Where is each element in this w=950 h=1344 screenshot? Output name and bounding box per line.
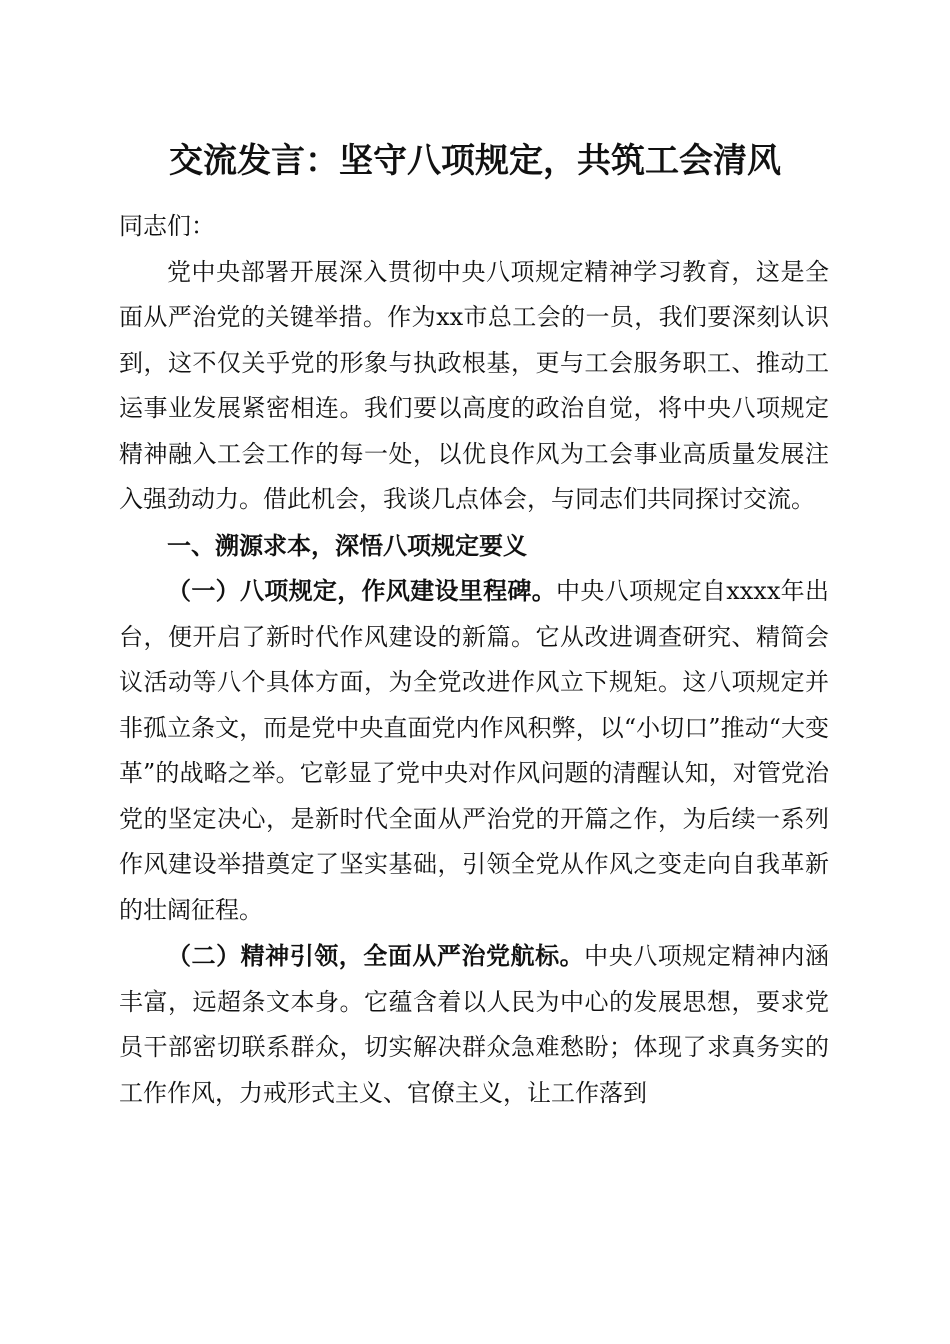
salutation: 同志们：: [119, 212, 215, 240]
section-heading-1: 一、溯源求本，深悟八项规定要义: [167, 530, 527, 560]
document-body: [119, 204, 829, 1116]
document-title: 交流发言：坚守八项规定，共筑工会清风: [169, 141, 781, 181]
point-2-paragraph: [119, 933, 829, 1116]
point-1-paragraph: [119, 568, 829, 933]
point-2-lead: （二）精神引领，全面从严治党航标。: [167, 941, 585, 970]
point-1-text: 中央八项规定自xxxx年出台，便开启了新时代作风建设的新篇。它从改进调查研究、精简会议活动等八个具体方面，为全党改进作风立下规矩。这八项规定并非孤立条文，而是党中央直面党内作风积弊，以“小切口”推动“大变革”的战略之举。它彰显了党中央对作风问题的清醒认知，对管党治党的坚定决心，是新时代全面从严治党的开篇之作，为后续一系列作风建设举措奠定了坚实基础，引领全党从作风之变走向自我革新的壮阔征程。: [119, 577, 830, 924]
intro-paragraph: 党中央部署开展深入贯彻中央八项规定精神学习教育，这是全面从严治党的关键举措。作为xx市总工会的一员，我们要深刻认识到，这不仅关乎党的形象与执政根基，更与工会服务职工、推动工运事业发展紧密相连。我们要以高度的政治自觉，将中央八项规定精神融入工会工作的每一处，以优良作风为工会事业高质量发展注入强劲动力。借此机会，我谈几点体会，与同志们共同探讨交流。: [119, 257, 829, 513]
point-1-lead: （一）八项规定，作风建设里程碑。: [167, 576, 557, 605]
point-2-text: 中央八项规定精神内涵丰富，远超条文本身。它蕴含着以人民为中心的发展思想，要求党员干部密切联系群众，切实解决群众急难愁盼；体现了求真务实的工作作风，力戒形式主义、官僚主义，让工作落到: [119, 942, 830, 1107]
